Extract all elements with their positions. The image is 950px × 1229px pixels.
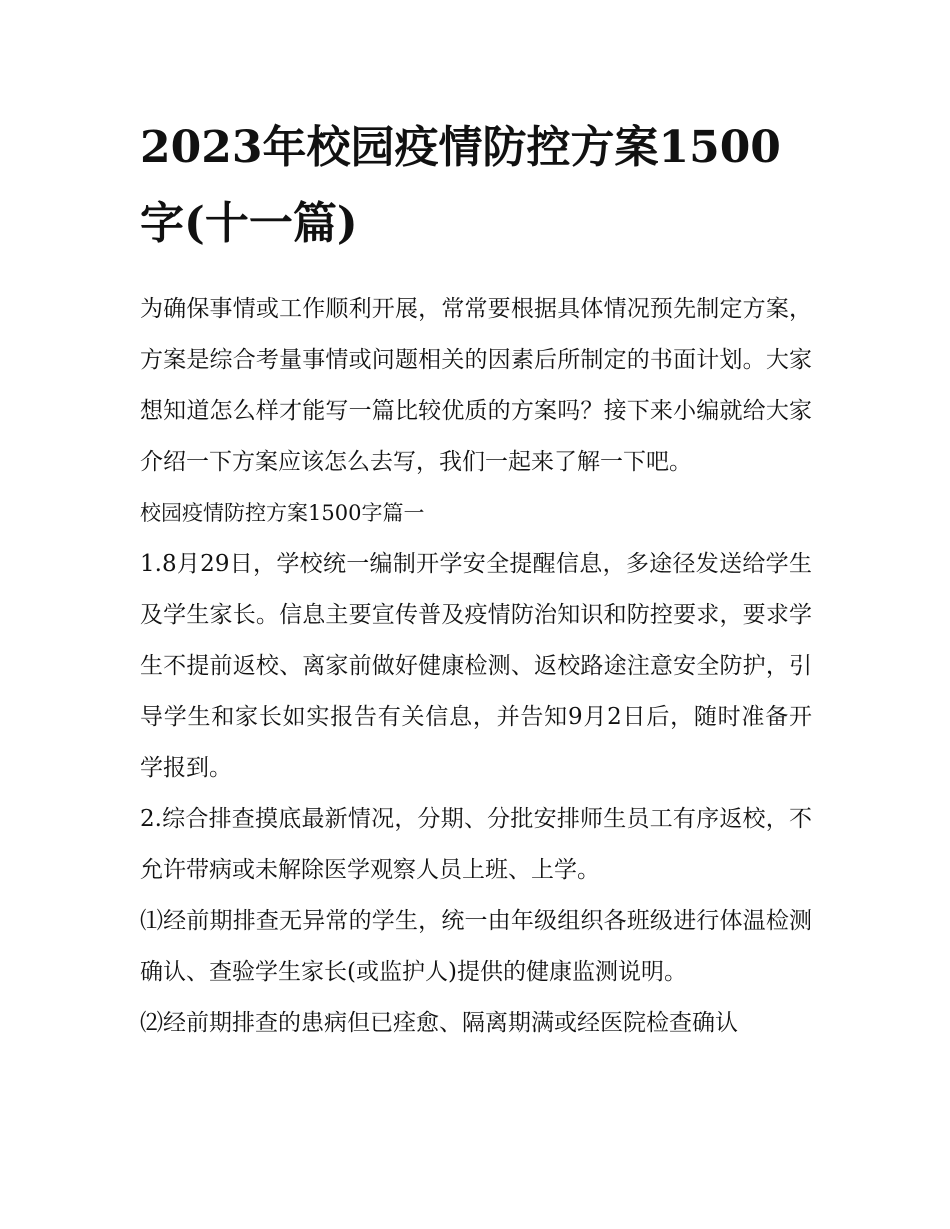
intro-paragraph: 为确保事情或工作顺利开展，常常要根据具体情况预先制定方案，方案是综合考量事情或问题相关的因素后所制定的书面计划。大家想知道怎么样才能写一篇比较优质的方案吗？接下来小编就给大家介绍一下方案应该怎么去写，我们一起来了解一下吧。	[140, 296, 812, 475]
section-heading: 校园疫情防控方案1500字篇一	[140, 501, 425, 525]
body-paragraph-1: 1.8月29日，学校统一编制开学安全提醒信息，多途径发送给学生及学生家长。信息主要宣传普及疫情防治知识和防控要求，要求学生不提前返校、离家前做好健康检测、返校路途注意安全防护，引导学生和家长如实报告有关信息，并告知9月2日后，随时准备开学报到。	[140, 551, 812, 781]
body-paragraph-2: 2.综合排查摸底最新情况，分期、分批安排师生员工有序返校，不允许带病或未解除医学观察人员上班、上学。	[140, 806, 812, 883]
body-paragraph-4: ⑵经前期排查的患病但已痊愈、隔离期满或经医院检查确认	[140, 1010, 738, 1036]
body-paragraph-3: ⑴经前期排查无异常的学生，统一由年级组织各班级进行体温检测确认、查验学生家长(或监护人)提供的健康监测说明。	[140, 908, 812, 985]
document-page	[140, 110, 812, 1049]
document-title: 2023年校园疫情防控方案1500字(十一篇)	[140, 122, 781, 249]
